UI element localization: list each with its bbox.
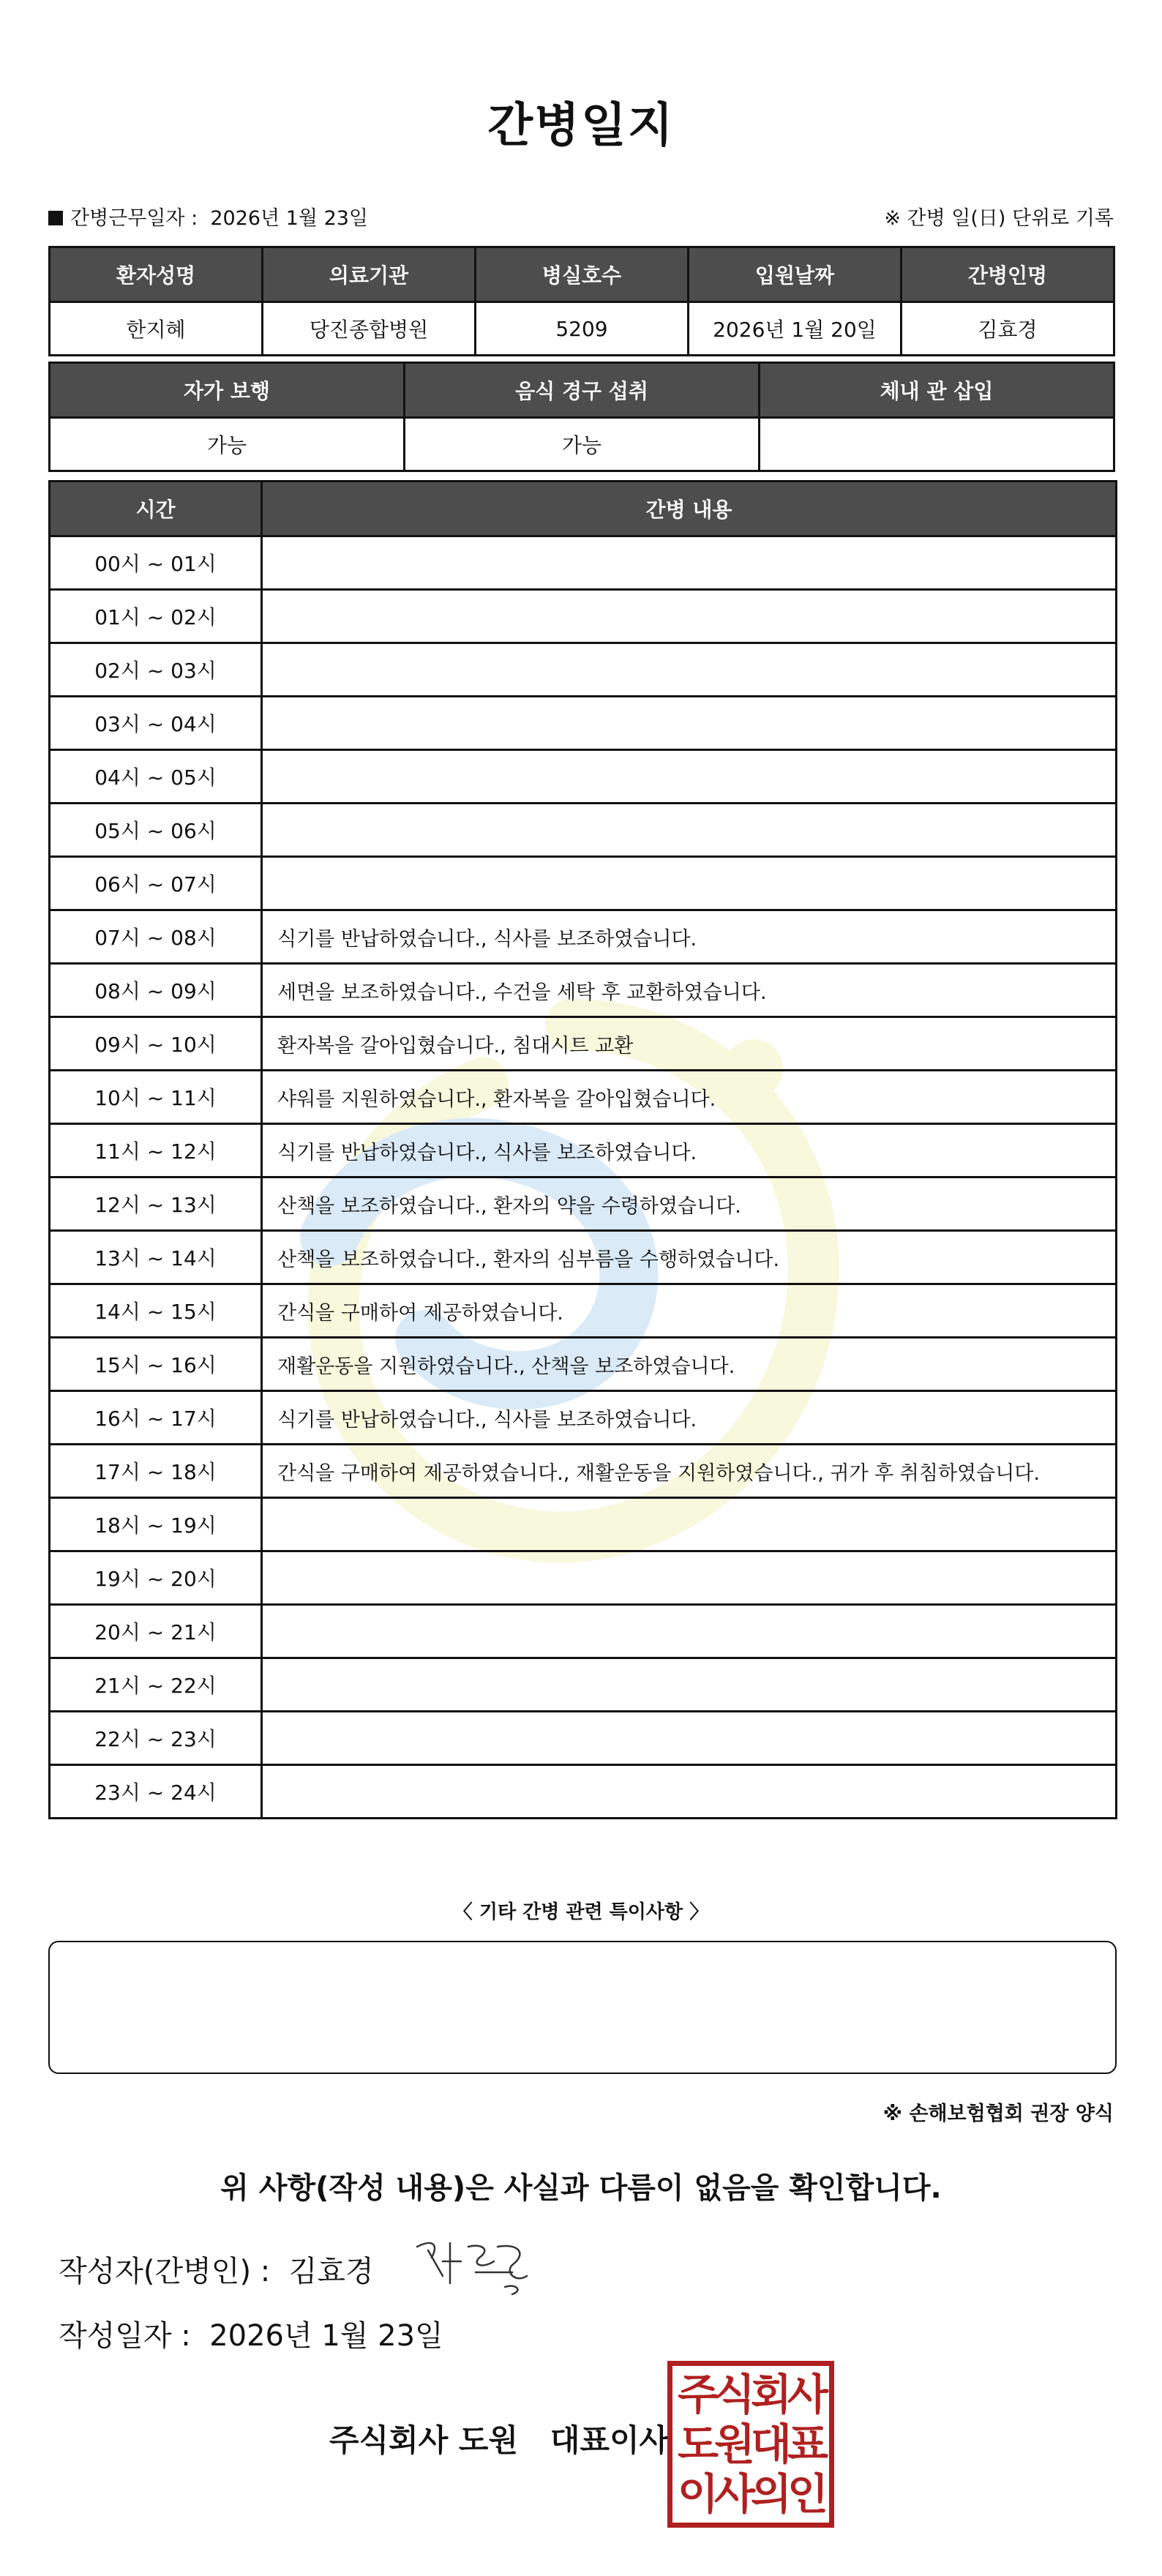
time-cell: 15시 ~ 16시 (50, 1338, 262, 1391)
table-row (50, 536, 1117, 590)
care-content-cell (262, 643, 1117, 697)
care-content-cell (262, 590, 1117, 643)
table-row (50, 1231, 1117, 1284)
table-row (50, 1177, 1117, 1231)
care-log-table (48, 480, 1117, 1819)
time-cell: 21시 ~ 22시 (50, 1658, 262, 1712)
header-oral-intake: 음식 경구 섭취 (405, 363, 760, 418)
care-content-cell: 간식을 구매하여 제공하였습니다., 재활운동을 지원하였습니다., 귀가 후 취침하였습니다. (262, 1445, 1117, 1498)
written-date: 2026년 1월 23일 (209, 2319, 443, 2353)
care-content-cell: 산책을 보조하였습니다., 환자의 약을 수령하였습니다. (262, 1177, 1117, 1231)
table-row (50, 1071, 1117, 1124)
table-row (50, 1284, 1117, 1338)
time-cell: 20시 ~ 21시 (50, 1605, 262, 1658)
care-content-cell: 환자복을 갈아입혔습니다., 침대시트 교환 (262, 1017, 1117, 1071)
time-cell: 16시 ~ 17시 (50, 1391, 262, 1445)
room-number: 5209 (476, 302, 689, 356)
writer-line (59, 2248, 374, 2290)
oral-intake-status: 가능 (405, 418, 760, 471)
care-content-cell (262, 750, 1117, 804)
care-content-cell: 샤워를 지원하였습니다., 환자복을 갈아입혔습니다. (262, 1071, 1117, 1124)
table-row (50, 1658, 1117, 1712)
care-content-cell (262, 1658, 1117, 1712)
time-cell: 01시 ~ 02시 (50, 590, 262, 643)
time-cell: 17시 ~ 18시 (50, 1445, 262, 1498)
square-bullet-icon (48, 211, 63, 225)
time-cell: 09시 ~ 10시 (50, 1017, 262, 1071)
seal-row: 주식회사 (677, 2370, 825, 2419)
notes-box (48, 1941, 1117, 2074)
table-row (50, 1338, 1117, 1391)
time-cell: 00시 ~ 01시 (50, 536, 262, 590)
recommend-note: ※ 손해보험협회 권장 양식 (882, 2103, 1114, 2125)
care-content-cell (262, 1605, 1117, 1658)
written-date-line (59, 2313, 443, 2354)
table-row (50, 1712, 1117, 1765)
table-row (50, 1445, 1117, 1498)
header-walking: 자가 보행 (50, 363, 405, 418)
table-row (50, 1017, 1117, 1071)
care-content-cell (262, 697, 1117, 750)
care-content-cell: 간식을 구매하여 제공하였습니다. (262, 1284, 1117, 1338)
header-tube-insertion: 체내 관 삽입 (760, 363, 1114, 418)
table-row (50, 1498, 1117, 1551)
header-time: 시간 (50, 482, 262, 536)
company-representative: 주식회사 도원 대표이사 (329, 2422, 670, 2458)
table-row (50, 590, 1117, 643)
care-content-cell: 식기를 반납하였습니다., 식사를 보조하였습니다. (262, 1124, 1117, 1177)
time-cell: 11시 ~ 12시 (50, 1124, 262, 1177)
time-cell: 03시 ~ 04시 (50, 697, 262, 750)
table-row (50, 750, 1117, 804)
time-cell: 12시 ~ 13시 (50, 1177, 262, 1231)
table-row (50, 643, 1117, 697)
table-row (50, 697, 1117, 750)
time-cell: 07시 ~ 08시 (50, 910, 262, 964)
written-date-label: 작성일자 : (59, 2319, 191, 2353)
time-cell: 08시 ~ 09시 (50, 964, 262, 1017)
patient-name: 한지혜 (50, 302, 263, 356)
notes-title: 〈 기타 간병 관련 특이사항 〉 (453, 1901, 709, 1923)
walking-status: 가능 (50, 418, 405, 471)
time-cell: 22시 ~ 23시 (50, 1712, 262, 1765)
time-cell: 06시 ~ 07시 (50, 857, 262, 910)
table-row (50, 1765, 1117, 1819)
tube-insertion-status (760, 418, 1114, 471)
header-caregiver: 간병인명 (902, 247, 1114, 302)
record-note: ※ 간병 일(日) 단위로 기록 (884, 207, 1114, 230)
care-content-cell: 산책을 보조하였습니다., 환자의 심부름을 수행하였습니다. (262, 1231, 1117, 1284)
caregiver-name: 김효경 (902, 302, 1114, 356)
table-row (50, 1391, 1117, 1445)
table-row (50, 964, 1117, 1017)
table-row (50, 910, 1117, 964)
seal-row: 이사의인 (677, 2469, 825, 2519)
page-title: 간병일지 (487, 99, 675, 153)
care-content-cell (262, 857, 1117, 910)
care-content-cell: 식기를 반납하였습니다., 식사를 보조하였습니다. (262, 1391, 1117, 1445)
care-content-cell: 세면을 보조하였습니다., 수건을 세탁 후 교환하였습니다. (262, 964, 1117, 1017)
time-cell: 14시 ~ 15시 (50, 1284, 262, 1338)
time-cell: 02시 ~ 03시 (50, 643, 262, 697)
handwritten-signature (410, 2232, 534, 2298)
admission-date: 2026년 1월 20일 (689, 302, 902, 356)
time-cell: 13시 ~ 14시 (50, 1231, 262, 1284)
care-content-cell (262, 1712, 1117, 1765)
care-content-cell (262, 1765, 1117, 1819)
table-row (50, 1551, 1117, 1605)
writer-label: 작성자(간병인) : (59, 2255, 271, 2288)
time-cell: 19시 ~ 20시 (50, 1551, 262, 1605)
writer-name: 김효경 (288, 2255, 374, 2288)
hospital-name: 당진종합병원 (263, 302, 476, 356)
table-row (50, 857, 1117, 910)
header-admission-date: 입원날짜 (689, 247, 902, 302)
confirm-statement: 위 사항(작성 내용)은 사실과 다름이 없음을 확인합니다. (220, 2171, 942, 2205)
time-cell: 05시 ~ 06시 (50, 804, 262, 857)
care-content-cell (262, 536, 1117, 590)
seal-row: 도원대표 (677, 2419, 825, 2469)
header-room: 병실호수 (476, 247, 689, 302)
patient-info-table (48, 246, 1115, 356)
care-content-cell (262, 1498, 1117, 1551)
work-date-label: 간병근무일자 : (70, 207, 198, 230)
header-patient-name: 환자성명 (50, 247, 263, 302)
care-content-cell: 식기를 반납하였습니다., 식사를 보조하였습니다. (262, 910, 1117, 964)
work-date-value: 2026년 1월 23일 (210, 207, 369, 230)
company-seal (667, 2361, 834, 2528)
time-cell: 10시 ~ 11시 (50, 1071, 262, 1124)
header-hospital: 의료기관 (263, 247, 476, 302)
header-care-content: 간병 내용 (262, 482, 1117, 536)
time-cell: 04시 ~ 05시 (50, 750, 262, 804)
care-content-cell (262, 1551, 1117, 1605)
care-content-cell (262, 804, 1117, 857)
table-row (50, 804, 1117, 857)
time-cell: 23시 ~ 24시 (50, 1765, 262, 1819)
patient-status-table (48, 362, 1115, 472)
table-row (50, 1605, 1117, 1658)
work-date-line (48, 202, 368, 231)
table-row (50, 1124, 1117, 1177)
time-cell: 18시 ~ 19시 (50, 1498, 262, 1551)
care-content-cell: 재활운동을 지원하였습니다., 산책을 보조하였습니다. (262, 1338, 1117, 1391)
